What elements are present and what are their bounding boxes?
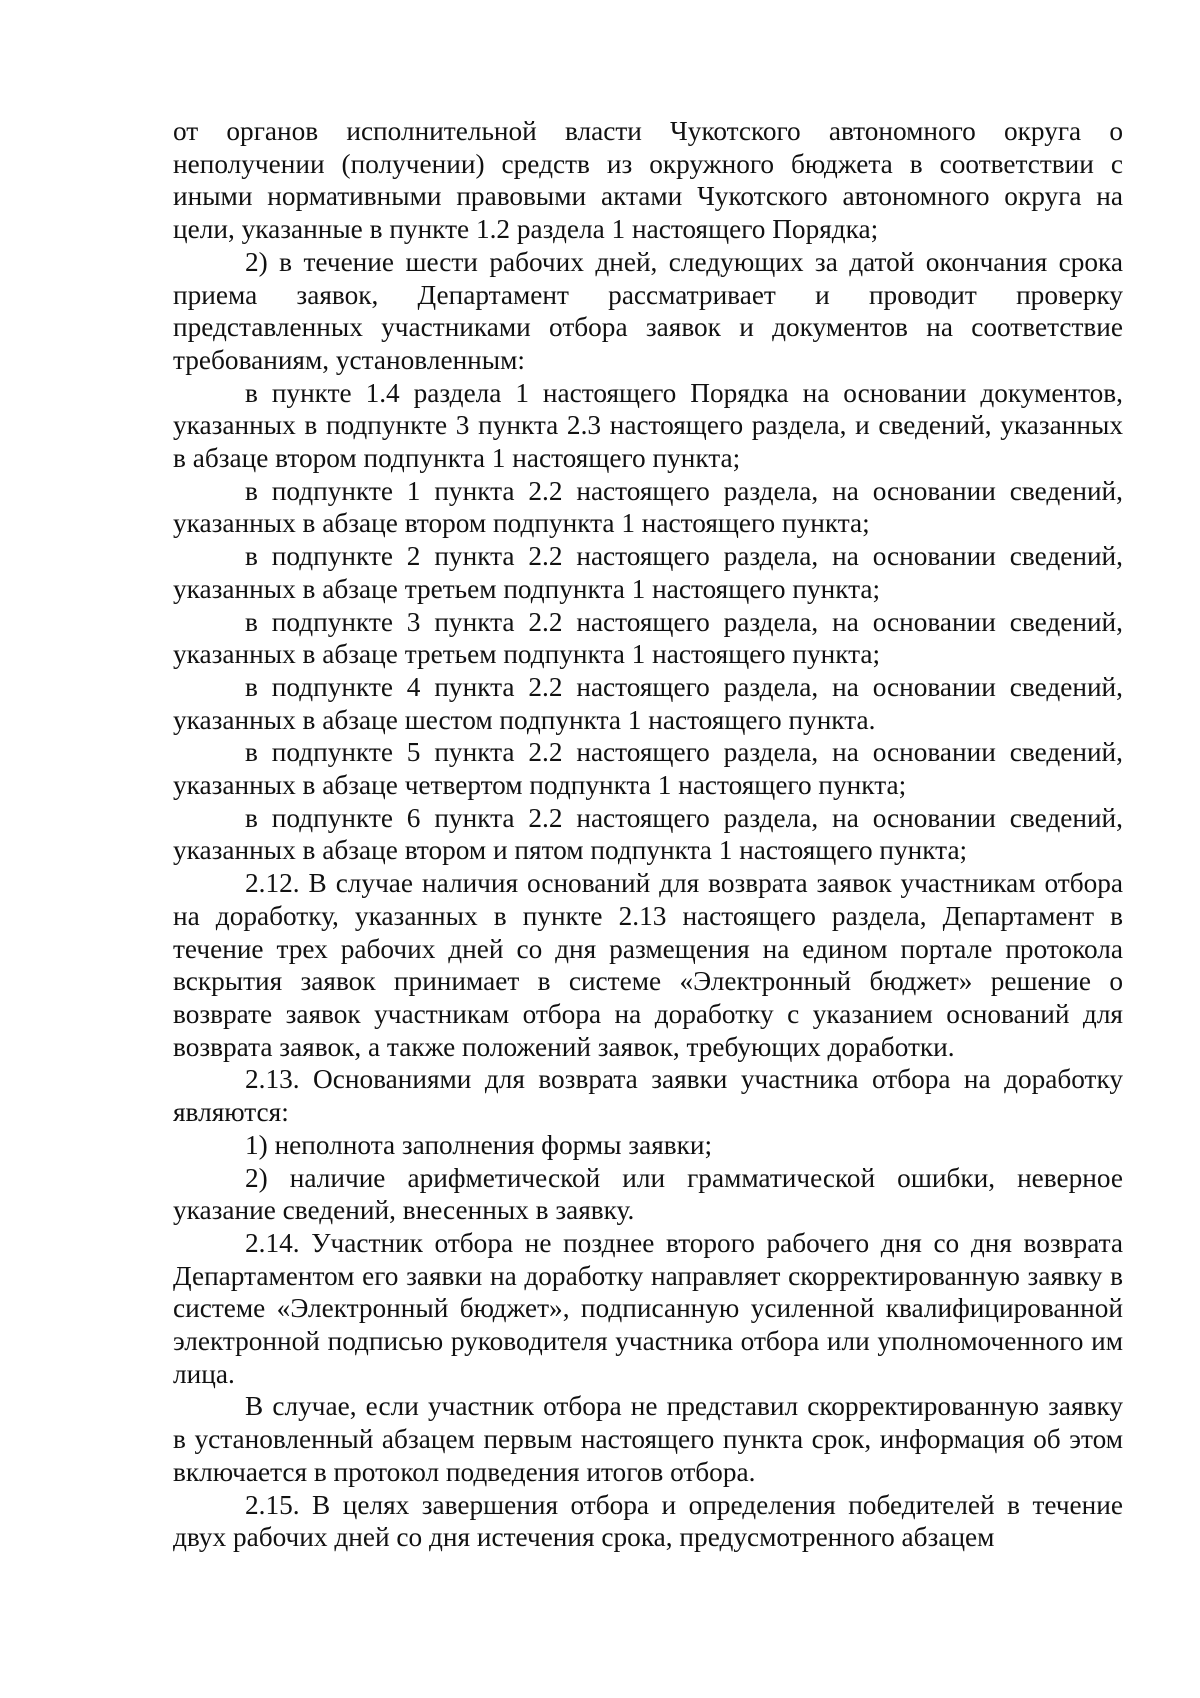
paragraph-2-13: 2.13. Основаниями для возврата заявки участника отбора на доработку являются: — [173, 1064, 1123, 1128]
paragraph-continuation: от органов исполнительной власти Чукотского автономного округа о неполучении (получении) средств из окружного бюджета в соответствии с иными нормативными правовыми актами Чукотского автономного округа на цели, указанные в пункте 1.2 раздела 1 настоящего Порядка; — [173, 116, 1123, 245]
paragraph-check-subitem-4: в подпункте 4 пункта 2.2 настоящего раздела, на основании сведений, указанных в абзаце шестом подпункта 1 настоящего пункта. — [173, 671, 1123, 735]
paragraph-check-subitem-6: в подпункте 6 пункта 2.2 настоящего раздела, на основании сведений, указанных в абзаце втором и пятом подпункта 1 настоящего пункта; — [173, 802, 1123, 866]
paragraph-2-12: 2.12. В случае наличия оснований для возврата заявок участникам отбора на доработку, указанных в пункте 2.13 настоящего раздела, Департамент в течение трех рабочих дней со дня размещения на едином портале протокола вскрытия заявок принимает в системе «Электронный бюджет» решение о возврате заявок участникам отбора на доработку с указанием оснований для возврата заявок, а также положений заявок, требующих доработки. — [173, 868, 1123, 1062]
paragraph-check-subitem-5: в подпункте 5 пункта 2.2 настоящего раздела, на основании сведений, указанных в абзаце четвертом подпункта 1 настоящего пункта; — [173, 737, 1123, 801]
paragraph-check-subitem-1: в подпункте 1 пункта 2.2 настоящего раздела, на основании сведений, указанных в абзаце втором подпункта 1 настоящего пункта; — [173, 475, 1123, 539]
paragraph-2-14-case: В случае, если участник отбора не представил скорректированную заявку в установленный абзацем первым настоящего пункта срок, информация об этом включается в протокол подведения итогов отбора. — [173, 1391, 1123, 1487]
paragraph-check-subitem-3: в подпункте 3 пункта 2.2 настоящего раздела, на основании сведений, указанных в абзаце третьем подпункта 1 настоящего пункта; — [173, 606, 1123, 670]
paragraph-subitem-2: 2) в течение шести рабочих дней, следующих за датой окончания срока приема заявок, Департамент рассматривает и проводит проверку представленных участниками отбора заявок и документов на соответствие требованиям, установленным: — [173, 246, 1123, 375]
paragraph-2-15: 2.15. В целях завершения отбора и определения победителей в течение двух рабочих дней со дня истечения срока, предусмотренного абзацем — [173, 1489, 1123, 1553]
paragraph-2-13-item-1: 1) неполнота заполнения формы заявки; — [245, 1129, 713, 1160]
paragraph-2-13-item-2: 2) наличие арифметической или грамматической ошибки, неверное указание сведений, внесенных в заявку. — [173, 1162, 1123, 1226]
paragraph-2-14: 2.14. Участник отбора не позднее второго рабочего дня со дня возврата Департаментом его заявки на доработку направляет скорректированную заявку в системе «Электронный бюджет», подписанную усиленной квалифицированной электронной подписью руководителя участника отбора или уполномоченного им лица. — [173, 1227, 1123, 1389]
paragraph-check-1-4: в пункте 1.4 раздела 1 настоящего Порядка на основании документов, указанных в подпункте 3 пункта 2.3 настоящего раздела, и сведений, указанных в абзаце втором подпункта 1 настоящего пункта; — [173, 377, 1123, 474]
document-body — [173, 115, 1123, 1554]
paragraph-check-subitem-2: в подпункте 2 пункта 2.2 настоящего раздела, на основании сведений, указанных в абзаце третьем подпункта 1 настоящего пункта; — [173, 541, 1123, 604]
